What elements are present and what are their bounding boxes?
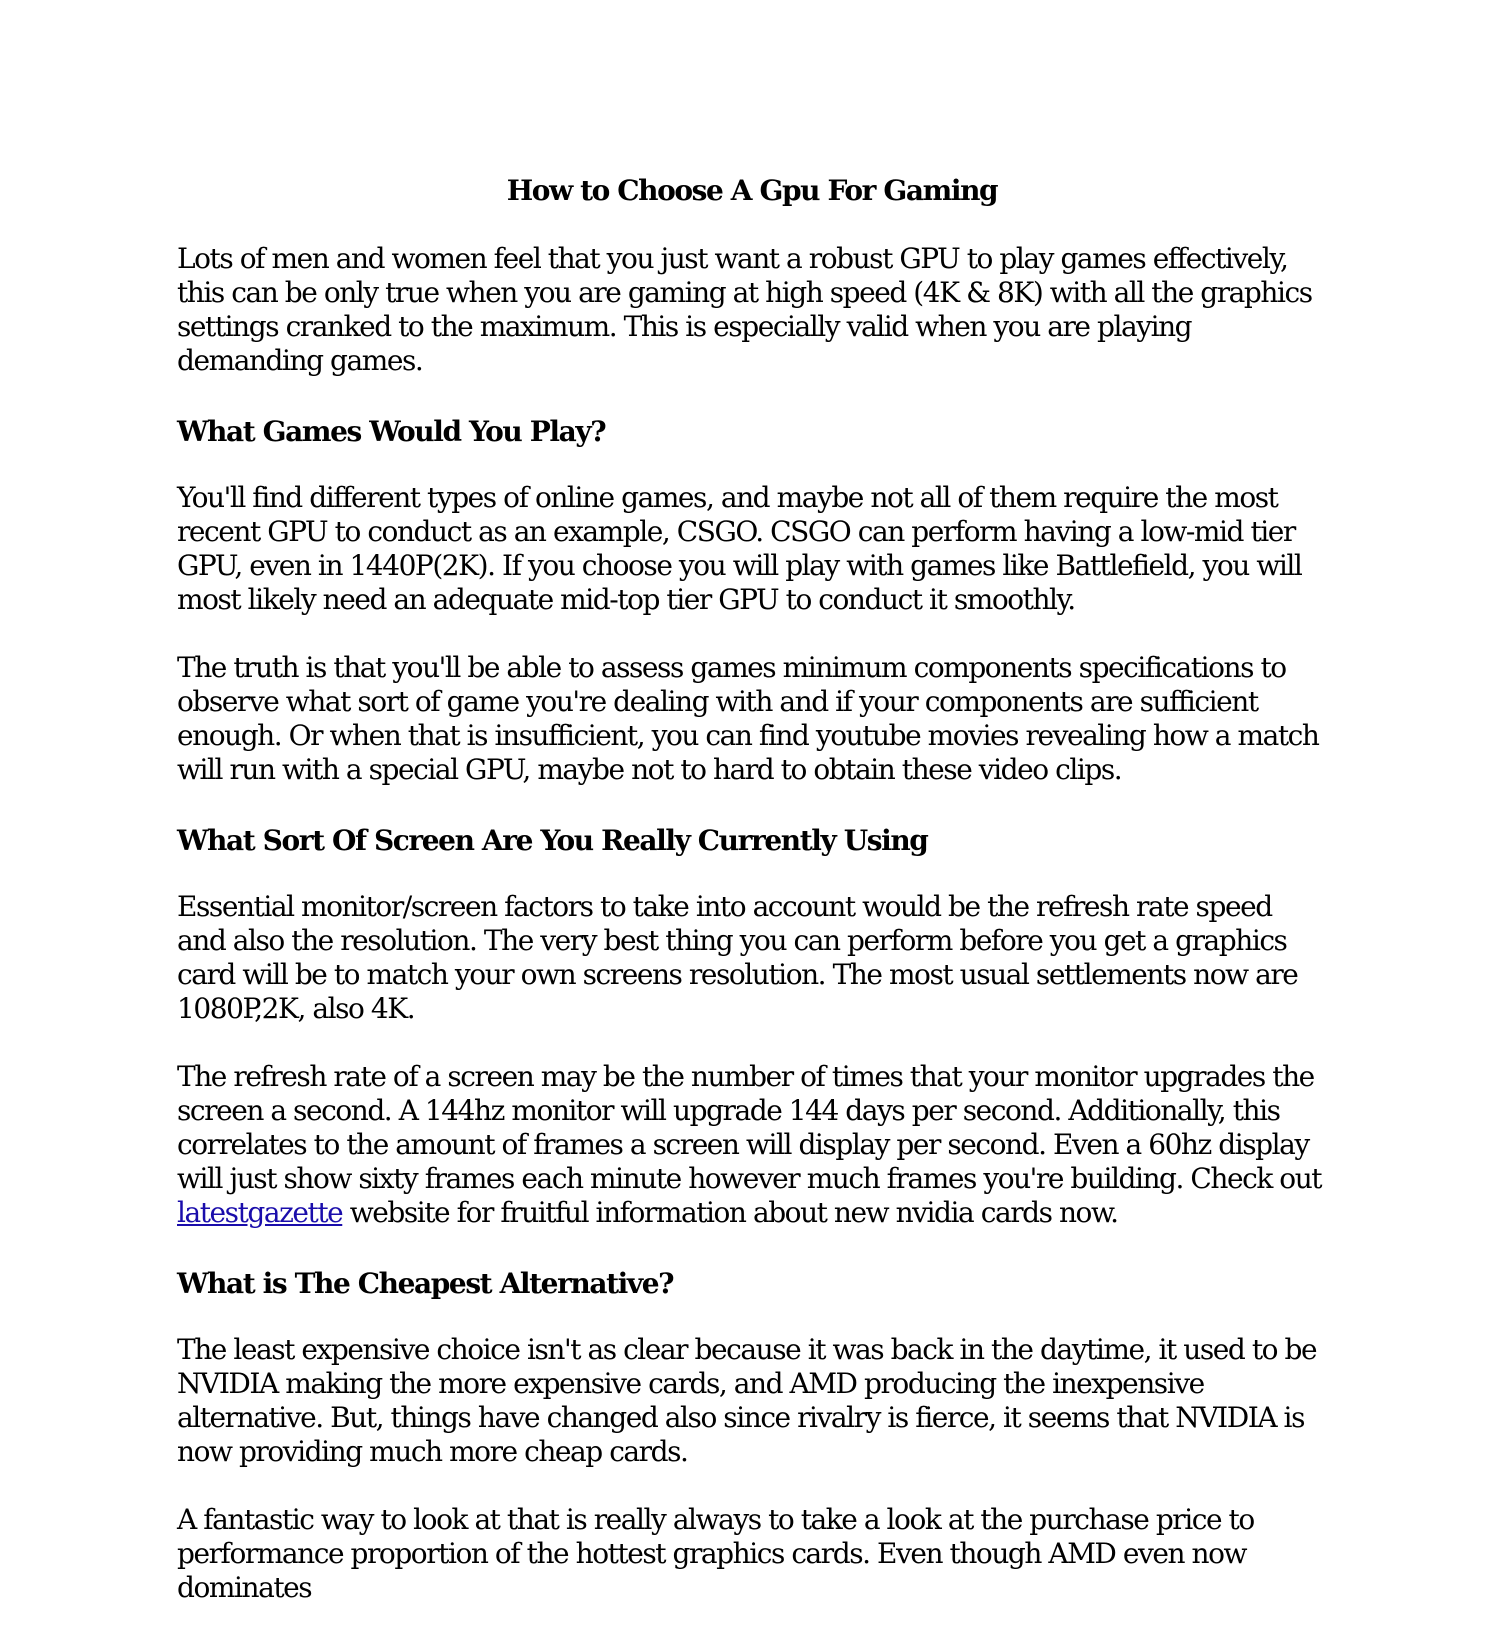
latestgazette-link[interactable]: latestgazette [177,1196,343,1229]
screen-paragraph-2-text-after: website for fruitful information about new nvidia cards now. [342,1196,1118,1229]
cheapest-paragraph-2: A fantastic way to look at that is really always to take a look at the purchase price to performance proportion of the hottest graphics cards. Even though AMD even now dominates [177,1503,1254,1604]
document-title: How to Choose A Gpu For Gaming [506,174,998,207]
games-paragraph-1: You'll find different types of online games, and maybe not all of them require the most recent GPU to conduct as an example, CSGO. CSGO can perform having a low-mid tier GPU, even in 1440P(2K). If you choose you will play with games like Battlefield, you will most likely need an adequate mid-top tier GPU to conduct it smoothly. [177,481,1302,616]
section-heading-cheapest: What is The Cheapest Alternative? [177,1267,674,1300]
intro-paragraph: Lots of men and women feel that you just want a robust GPU to play games effectively, this can be only true when you are gaming at high speed (4K & 8K) with all the graphics settings cranked to the maximum. This is especially valid when you are playing demanding games. [177,242,1312,377]
screen-paragraph-1: Essential monitor/screen factors to take into account would be the refresh rate speed and also the resolution. The very best thing you can perform before you get a graphics card will be to match your own screens resolution. The most usual settlements now are 1080P,2K, also 4K. [177,890,1298,1025]
section-heading-screen: What Sort Of Screen Are You Really Currently Using [177,824,928,857]
screen-paragraph-2-text-before: The refresh rate of a screen may be the number of times that your monitor upgrades the screen a second. A 144hz monitor will upgrade 144 days per second. Additionally, this correlates to the amount of frames a screen will display per second. Even a 60hz display will just show sixty frames each minute however much frames you're building. Check out [177,1060,1322,1195]
cheapest-paragraph-1: The least expensive choice isn't as clear because it was back in the daytime, it used to be NVIDIA making the more expensive cards, and AMD producing the inexpensive alternative. But, things have changed also since rivalry is fierce, it seems that NVIDIA is now providing much more cheap cards. [177,1333,1317,1468]
screen-paragraph-2 [177,1060,1327,1230]
games-paragraph-2: The truth is that you'll be able to assess games minimum components specifications to observe what sort of game you're dealing with and if your components are sufficient enough. Or when that is insufficient, you can find youtube movies revealing how a match will run with a special GPU, maybe not to hard to obtain these video clips. [177,651,1319,786]
section-heading-games: What Games Would You Play? [177,415,606,448]
document-body [177,171,1327,1639]
